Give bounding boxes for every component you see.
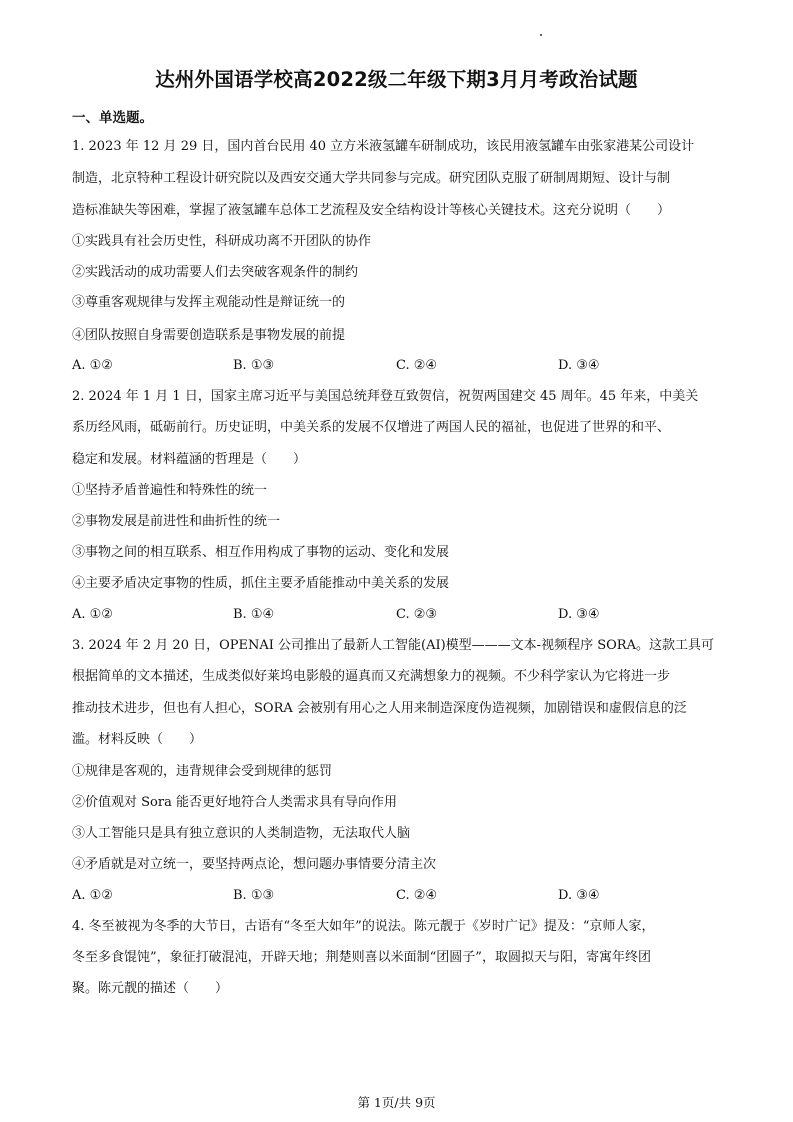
question-stem-line: 推动技术进步，但也有人担心，SORA 会被别有用心之人用来制造深度伪造视频，加剧错误和虚假信息的泛 [72,701,687,716]
question-stem-line: 聚。陈元靓的描述（ ） [72,981,229,996]
option-b[interactable]: B. ①④ [233,607,275,622]
statement-2: ②价值观对 Sora 能否更好地符合人类需求具有导向作用 [72,795,397,810]
option-c[interactable]: C. ②③ [396,607,438,622]
statement-1: ①坚持矛盾普遍性和特殊性的统一 [72,483,268,498]
statement-2: ②实践活动的成功需要人们去突破客观条件的制约 [72,265,359,280]
question-stem-line: 造标准缺失等困难，掌握了液氢罐车总体工艺流程及安全结构设计等核心关键技术。这充分说明（ ） [72,203,671,218]
question-stem-line: 1. 2023 年 12 月 29 日，国内首台民用 40 立方米液氢罐车研制成功，该民用液氢罐车由张家港某公司设计 [72,139,695,154]
page-footer: 第 1页/共 9页 [357,1095,436,1110]
statement-3: ③事物之间的相互联系、相互作用构成了事物的运动、变化和发展 [72,545,450,560]
statement-1: ①实践具有社会历史性，科研成功离不开团队的协作 [72,234,372,249]
statement-4: ④矛盾就是对立统一，要坚持两点论，想问题办事情要分清主次 [72,857,437,872]
option-c[interactable]: C. ②④ [396,358,438,373]
question-stem-line: 3. 2024 年 2 月 20 日，OPENAI 公司推出了最新人工智能(AI)模型———文本-视频程序 SORA。这款工具可 [72,638,714,653]
statement-1: ①规律是客观的，违背规律会受到规律的惩罚 [72,764,333,779]
statement-2: ②事物发展是前进性和曲折性的统一 [72,514,281,529]
question-stem-line: 滥。材料反映（ ） [72,732,203,747]
statement-4: ④主要矛盾决定事物的性质，抓住主要矛盾能推动中美关系的发展 [72,576,450,591]
option-c[interactable]: C. ②④ [396,888,438,903]
option-b[interactable]: B. ①③ [233,358,275,373]
question-stem-line: 冬至多食馄饨”，象征打破混沌，开辟天地；荆楚则喜以米面制“团圆子”，取圆拟天与阳，寄寓年终团 [72,950,651,965]
section-heading: 一、单选题。 [72,110,153,126]
question-stem-line: 4. 冬至被视为冬季的大节日，古语有“冬至大如年”的说法。陈元靓于《岁时广记》提及：“京师人家， [72,919,655,934]
exam-title: 达州外国语学校高2022级二年级下期3月月考政治试题 [155,68,638,91]
statement-3: ③尊重客观规律与发挥主观能动性是辩证统一的 [72,295,346,310]
statement-4: ④团队按照自身需要创造联系是事物发展的前提 [72,328,346,343]
question-stem-line: 系历经风雨，砥砺前行。历史证明，中美关系的发展不仅增进了两国人民的福祉，也促进了世界的和平、 [72,420,671,435]
question-stem-line: 根据简单的文本描述，生成类似好莱坞电影般的逼真而又充满想象力的视频。不少科学家认为它将进一步 [72,669,671,684]
statement-3: ③人工智能只是具有独立意识的人类制造物，无法取代人脑 [72,826,411,841]
option-a[interactable]: A. ①② [72,888,113,903]
option-d[interactable]: D. ③④ [558,888,600,903]
option-d[interactable]: D. ③④ [558,358,600,373]
option-b[interactable]: B. ①③ [233,888,275,903]
option-a[interactable]: A. ①② [72,607,113,622]
question-stem-line: 稳定和发展。材料蕴涵的哲理是（ ） [72,452,307,467]
option-a[interactable]: A. ①② [72,358,113,373]
question-stem-line: 2. 2024 年 1 月 1 日，国家主席习近平与美国总统拜登互致贺信，祝贺两国建交 45 周年。45 年来，中美关 [72,389,699,404]
question-stem-line: 制造，北京特种工程设计研究院以及西安交通大学共同参与完成。研究团队克服了研制周期短、设计与制 [72,171,671,186]
scan-dot [540,34,542,36]
option-d[interactable]: D. ③④ [558,607,600,622]
